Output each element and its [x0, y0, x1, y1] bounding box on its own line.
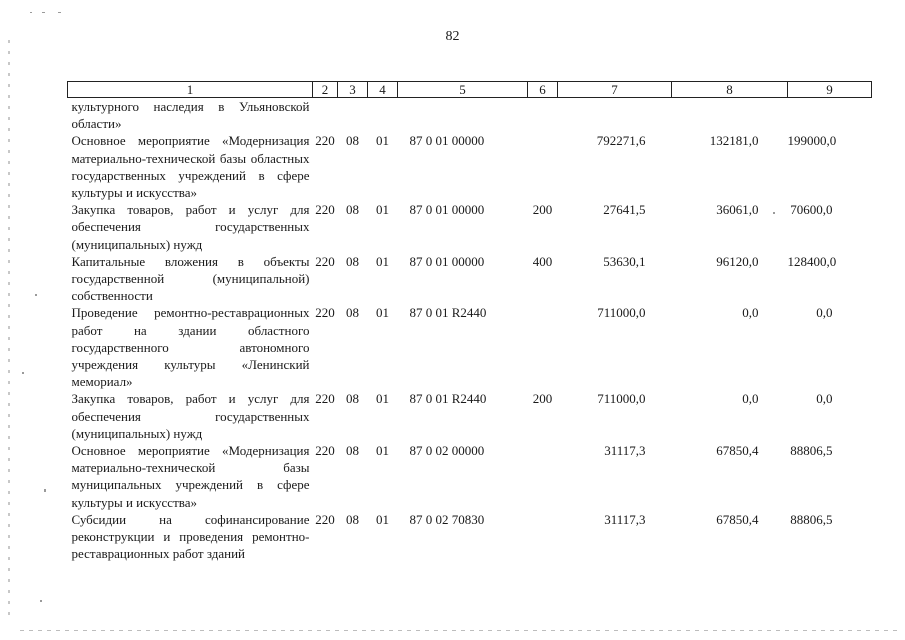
column-header-3: 3: [338, 82, 368, 98]
scan-noise-mark: [35, 294, 37, 296]
section-code-cell: 08: [346, 443, 359, 459]
row-name-cell: Основное мероприятие «Модернизация материально-технической базы областных государственных учреждений в сфере культуры и искусства»: [71, 133, 310, 201]
amount-col8-cell: 36061,0: [716, 202, 759, 218]
row-name-cell: Проведение ремонтно-реставрационных работ на здании областного государственного автономного учреждения культуры «Ленинский мемориал»: [71, 305, 310, 390]
budget-table-grid: [67, 81, 872, 562]
amount-col9-cell: 70600,0: [790, 202, 833, 218]
table-row: [68, 304, 872, 390]
amount-col8-cell: 0,0: [742, 391, 759, 407]
section-code-cell: 08: [346, 391, 359, 407]
column-header-1: 1: [68, 82, 313, 98]
subsection-code-cell: 01: [376, 133, 389, 149]
amount-col8-cell: [672, 98, 788, 133]
section-code-cell: [338, 98, 368, 133]
amount-col7-cell: 711000,0: [597, 305, 646, 321]
page-number: 82: [445, 29, 460, 44]
admin-code-cell: 220: [315, 391, 335, 407]
expense-type-cell: [528, 304, 558, 390]
admin-code-cell: 220: [315, 202, 335, 218]
admin-code-cell: [313, 98, 338, 133]
table-row: [68, 98, 872, 133]
expense-type-cell: 400: [532, 253, 553, 269]
amount-col9-cell: 199000,0: [787, 133, 837, 149]
admin-code-cell: 220: [315, 305, 335, 321]
section-code-cell: 08: [346, 202, 359, 218]
subsection-code-cell: 01: [376, 253, 389, 269]
expense-type-cell: [528, 98, 558, 133]
table-row: [68, 253, 872, 305]
target-article-cell: 87 0 01 00000: [409, 133, 485, 149]
target-article-cell: 87 0 01 R2440: [409, 391, 487, 407]
table-row: [68, 390, 872, 442]
row-name-cell: Закупка товаров, работ и услуг для обеспечения государственных (муниципальных) нужд: [71, 391, 310, 441]
table-row: [68, 201, 872, 253]
admin-code-cell: 220: [315, 253, 335, 269]
amount-col7-cell: [558, 98, 672, 133]
amount-col8-cell: 132181,0: [709, 133, 759, 149]
scan-noise-mark: [44, 489, 46, 492]
admin-code-cell: 220: [315, 443, 335, 459]
expense-type-cell: 200: [532, 202, 553, 218]
amount-col9-cell: [788, 98, 872, 133]
section-code-cell: 08: [346, 133, 359, 149]
scan-noise-mark: [40, 600, 42, 602]
scan-noise-mark: [22, 372, 24, 374]
target-article-cell: 87 0 02 70830: [409, 511, 485, 527]
amount-col7-cell: 27641,5: [603, 202, 646, 218]
amount-col8-cell: 0,0: [742, 305, 759, 321]
column-header-8: 8: [672, 82, 788, 98]
amount-col8-cell: 67850,4: [716, 511, 759, 527]
table-row: [68, 132, 872, 201]
amount-col7-cell: 53630,1: [603, 253, 646, 269]
scan-left-edge-artifact: [8, 40, 10, 620]
row-name-cell: Субсидии на софинансирование реконструкции и проведения ремонтно-реставрационных работ зданий: [71, 511, 310, 562]
subsection-code-cell: 01: [376, 443, 389, 459]
expense-type-cell: [528, 511, 558, 563]
row-name-cell: Капитальные вложения в объекты государственной (муниципальной) собственности: [71, 253, 310, 304]
table-row: [68, 511, 872, 563]
scan-noise-mark: [58, 12, 61, 13]
admin-code-cell: 220: [315, 511, 335, 527]
section-code-cell: 08: [346, 253, 359, 269]
amount-col9-cell: 128400,0: [787, 253, 837, 269]
amount-col7-cell: 711000,0: [597, 391, 646, 407]
amount-col8-cell: 96120,0: [716, 253, 759, 269]
target-article-cell: [398, 98, 528, 133]
column-header-6: 6: [528, 82, 558, 98]
row-name-cell: Закупка товаров, работ и услуг для обеспечения государственных (муниципальных) нужд: [71, 202, 310, 252]
column-header-2: 2: [313, 82, 338, 98]
table-header-row: [68, 82, 872, 98]
subsection-code-cell: 01: [376, 511, 389, 527]
amount-col9-cell: 0,0: [816, 305, 833, 321]
amount-col8-cell: 67850,4: [716, 443, 759, 459]
column-header-9: 9: [788, 82, 872, 98]
expense-type-cell: [528, 442, 558, 511]
expense-type-cell: [528, 132, 558, 201]
column-header-7: 7: [558, 82, 672, 98]
amount-col9-cell: 88806,5: [790, 511, 833, 527]
budget-table: [67, 81, 851, 562]
amount-col9-cell: 0,0: [816, 391, 833, 407]
column-header-5: 5: [398, 82, 528, 98]
scan-bottom-edge-artifact: [20, 630, 900, 631]
target-article-cell: 87 0 01 R2440: [409, 305, 487, 321]
target-article-cell: 87 0 01 00000: [409, 202, 485, 218]
amount-col7-cell: 31117,3: [604, 511, 646, 527]
subsection-code-cell: 01: [376, 202, 389, 218]
table-row: [68, 442, 872, 511]
scan-noise-mark: [42, 12, 45, 13]
amount-col7-cell: 792271,6: [596, 133, 646, 149]
amount-col7-cell: 31117,3: [604, 443, 646, 459]
subsection-code-cell: 01: [376, 305, 389, 321]
expense-type-cell: 200: [532, 391, 553, 407]
scan-noise-mark: [30, 12, 32, 13]
section-code-cell: 08: [346, 511, 359, 527]
section-code-cell: 08: [346, 305, 359, 321]
row-name-cell: культурного наследия в Ульяновской области»: [71, 99, 310, 132]
subsection-code-cell: [368, 98, 398, 133]
target-article-cell: 87 0 02 00000: [409, 443, 485, 459]
amount-col9-cell: 88806,5: [790, 443, 833, 459]
subsection-code-cell: 01: [376, 391, 389, 407]
admin-code-cell: 220: [315, 133, 335, 149]
row-name-cell: Основное мероприятие «Модернизация материально-технической базы муниципальных учреждений в сфере культуры и искусства»: [71, 443, 310, 510]
target-article-cell: 87 0 01 00000: [409, 253, 485, 269]
column-header-4: 4: [368, 82, 398, 98]
